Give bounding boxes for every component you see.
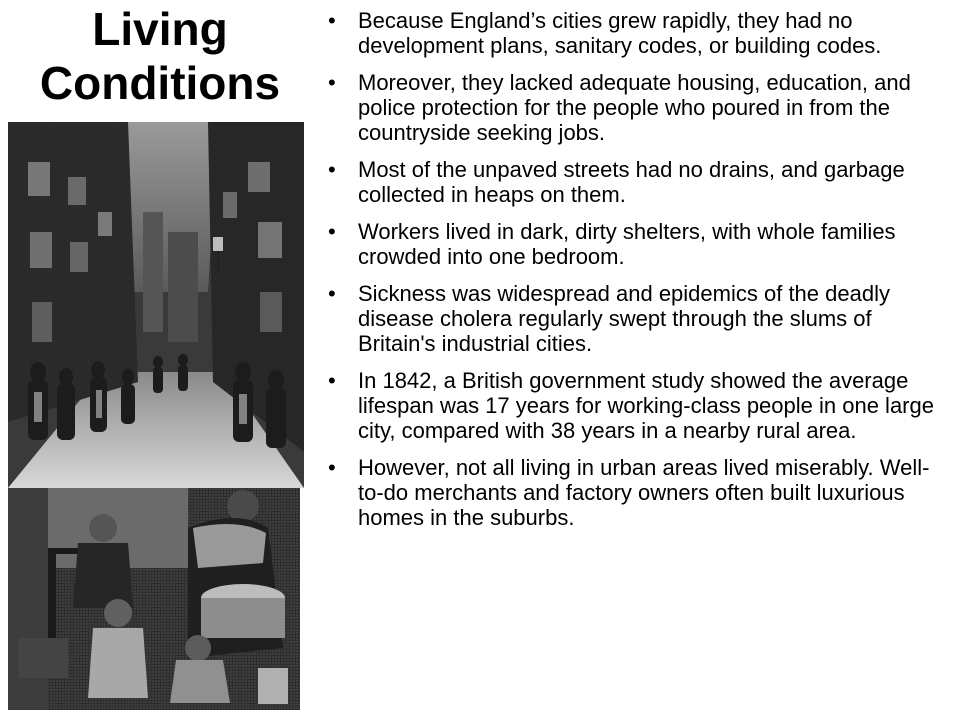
bullet-marker: • (328, 455, 336, 480)
slum-street-engraving-image (8, 122, 304, 488)
bullet-marker: • (328, 8, 336, 33)
bullet-item (328, 281, 950, 356)
bullet-list (328, 8, 950, 542)
bullet-marker: • (328, 157, 336, 182)
bullet-marker: • (328, 70, 336, 95)
bullet-item (328, 455, 950, 530)
title-line-2: Conditions (39, 57, 281, 109)
title-line-1: Living (92, 3, 228, 55)
slide-title (0, 0, 320, 110)
bullet-text: Moreover, they lacked adequate housing, education, and police protection for the people who poured in from the countryside seeking jobs. (358, 70, 911, 145)
bullet-text: Workers lived in dark, dirty shelters, with whole families crowded into one bedroom. (358, 219, 896, 269)
bullet-item (328, 8, 950, 58)
bullet-text: However, not all living in urban areas lived miserably. Well-to-do merchants and factory owners often built luxurious homes in the suburbs. (358, 455, 930, 530)
bullet-text: Sickness was widespread and epidemics of the deadly disease cholera regularly swept through the slums of Britain's industrial cities. (358, 281, 890, 356)
bullet-marker: • (328, 219, 336, 244)
bullet-item (328, 219, 950, 269)
bullet-marker: • (328, 281, 336, 306)
bullet-marker: • (328, 368, 336, 393)
bullet-item (328, 157, 950, 207)
tenement-family-photo-image (8, 488, 300, 710)
bullet-text: Because England’s cities grew rapidly, they had no development plans, sanitary codes, or building codes. (358, 8, 882, 58)
bullet-text: Most of the unpaved streets had no drains, and garbage collected in heaps on them. (358, 157, 905, 207)
bullet-item (328, 368, 950, 443)
bullet-item (328, 70, 950, 145)
bullet-text: In 1842, a British government study showed the average lifespan was 17 years for working-class people in one large city, compared with 38 years in a nearby rural area. (358, 368, 934, 443)
